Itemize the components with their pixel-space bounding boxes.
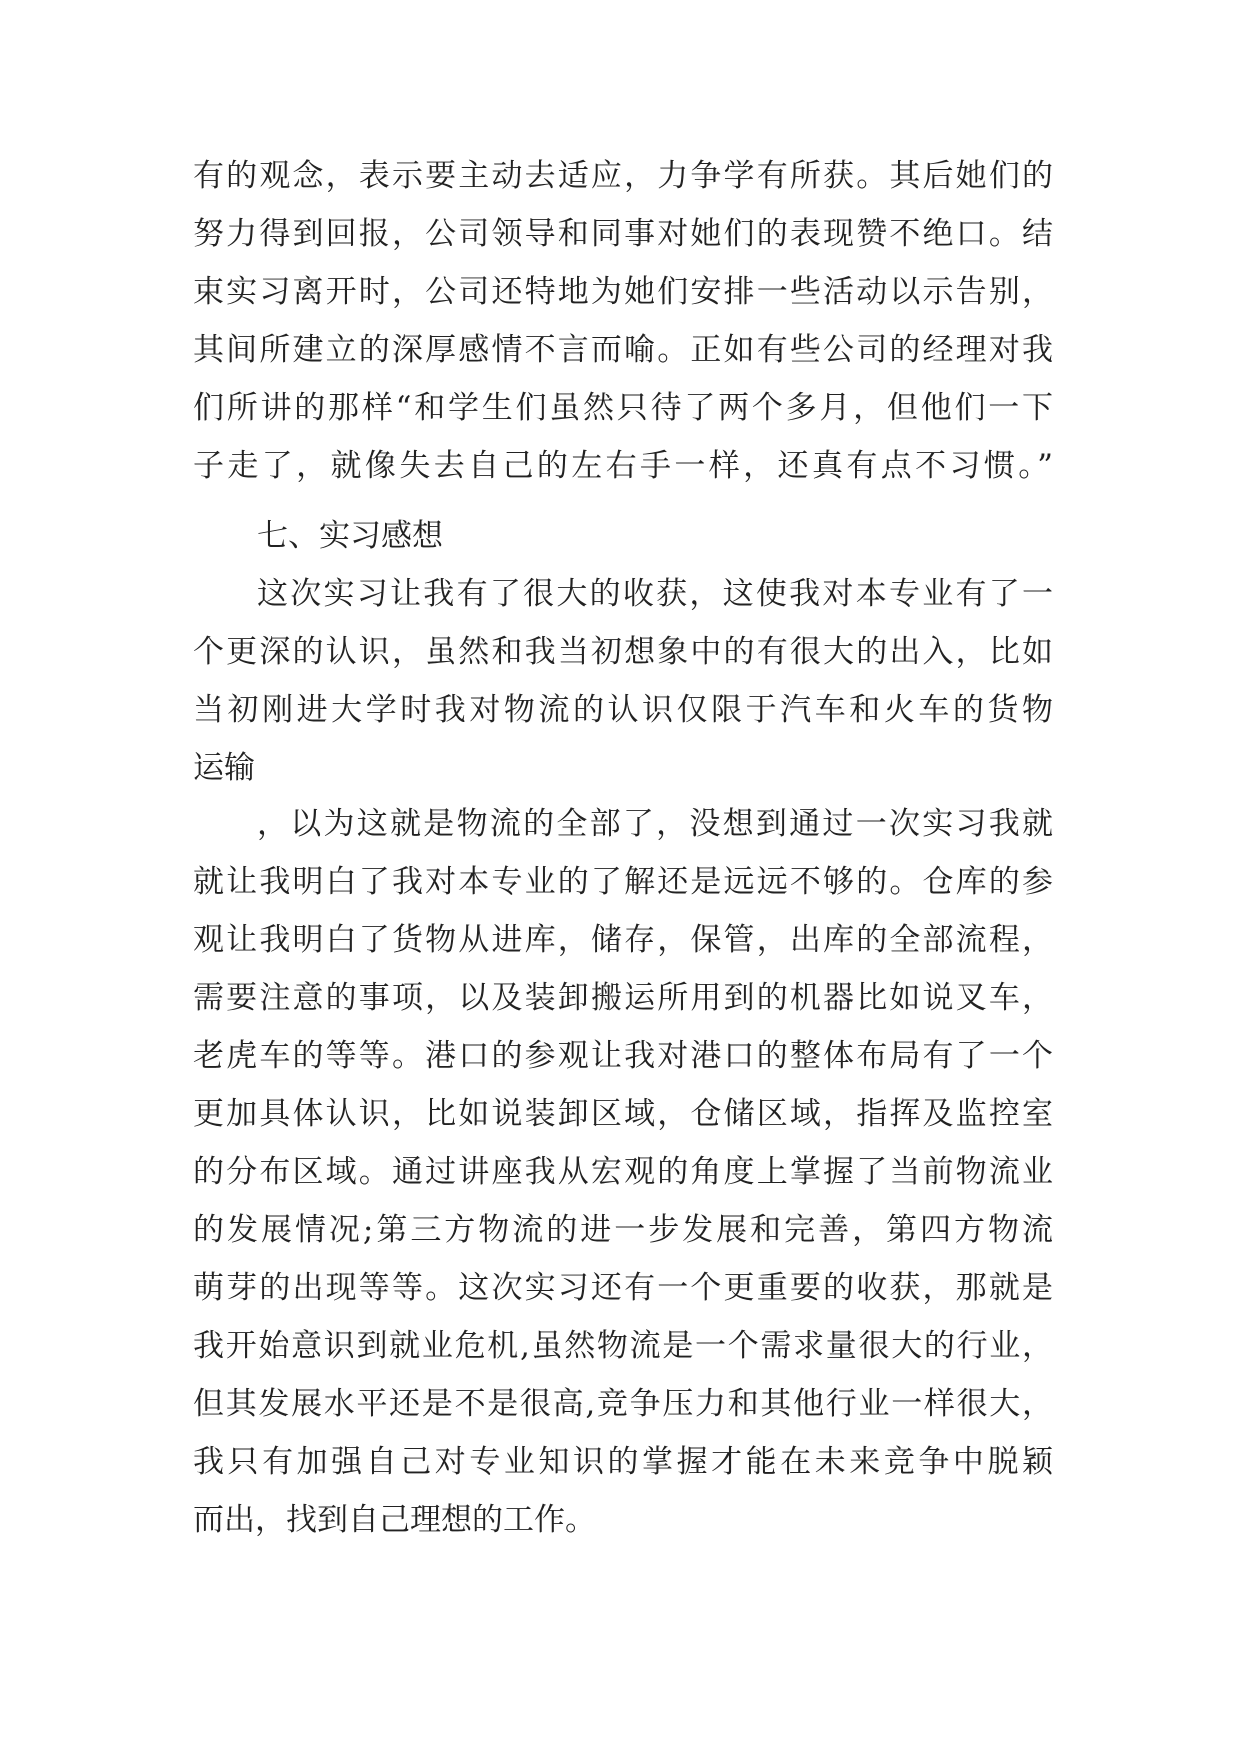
paragraph-line: 运输 xyxy=(193,750,255,786)
paragraph-line: 我只有加强自己对专业知识的掌握才能在未来竞争中脱颖 xyxy=(193,1444,1053,1480)
paragraph-line: 这次实习让我有了很大的收获，这使我对本专业有了一 xyxy=(257,576,1053,612)
paragraph-line: 有的观念，表示要主动去适应，力争学有所获。其后她们的 xyxy=(193,158,1053,194)
heading-text: 七、实习感想 xyxy=(257,518,443,554)
paragraph-line: 萌芽的出现等等。这次实习还有一个更重要的收获，那就是 xyxy=(193,1270,1053,1306)
paragraph-continuation xyxy=(193,795,1053,1549)
paragraph-line: 的发展情况;第三方物流的进一步发展和完善，第四方物流 xyxy=(193,1212,1053,1248)
section-heading xyxy=(193,507,1053,565)
paragraph-line: 当初刚进大学时我对物流的认识仅限于汽车和火车的货物 xyxy=(193,692,1053,728)
paragraph-line: 努力得到回报，公司领导和同事对她们的表现赞不绝口。结 xyxy=(193,216,1053,252)
paragraph-line: 的分布区域。通过讲座我从宏观的角度上掌握了当前物流业 xyxy=(193,1154,1053,1190)
paragraph-line: ，以为这就是物流的全部了，没想到通过一次实习我就 xyxy=(257,806,1053,842)
paragraph-line: 个更深的认识，虽然和我当初想象中的有很大的出入，比如 xyxy=(193,634,1053,670)
paragraph-line: 就让我明白了我对本专业的了解还是远远不够的。仓库的参 xyxy=(193,864,1053,900)
paragraph-line: 子走了，就像失去自己的左右手一样，还真有点不习惯。” xyxy=(193,448,1053,484)
paragraph-line: 们所讲的那样“和学生们虽然只待了两个多月，但他们一下 xyxy=(193,390,1053,426)
paragraph-opening xyxy=(193,147,1053,495)
paragraph-line: 更加具体认识，比如说装卸区域，仓储区域，指挥及监控室 xyxy=(193,1096,1053,1132)
paragraph-line: 而出，找到自己理想的工作。 xyxy=(193,1502,596,1538)
paragraph-reflection xyxy=(193,565,1053,797)
paragraph-line: 其间所建立的深厚感情不言而喻。正如有些公司的经理对我 xyxy=(193,332,1053,368)
paragraph-line: 束实习离开时，公司还特地为她们安排一些活动以示告别， xyxy=(193,274,1053,310)
paragraph-line: 需要注意的事项，以及装卸搬运所用到的机器比如说叉车， xyxy=(193,980,1053,1016)
paragraph-line: 我开始意识到就业危机,虽然物流是一个需求量很大的行业， xyxy=(193,1328,1053,1364)
paragraph-line: 观让我明白了货物从进库，储存，保管，出库的全部流程， xyxy=(193,922,1053,958)
paragraph-line: 但其发展水平还是不是很高,竞争压力和其他行业一样很大， xyxy=(193,1386,1053,1422)
paragraph-line: 老虎车的等等。港口的参观让我对港口的整体布局有了一个 xyxy=(193,1038,1053,1074)
